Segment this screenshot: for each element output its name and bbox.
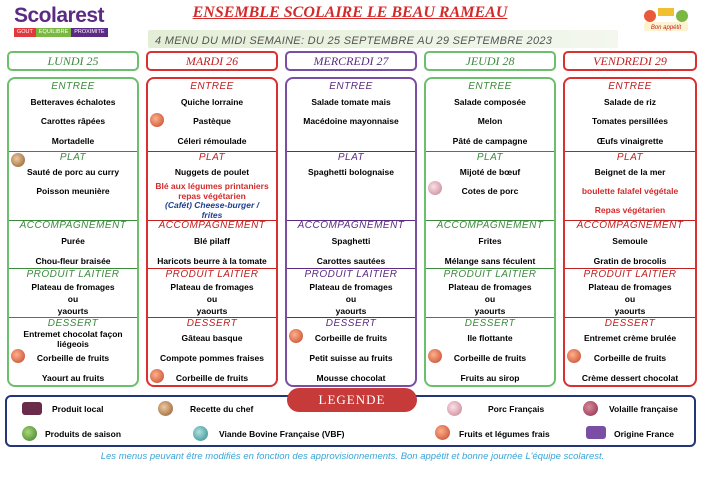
legend-title: LEGENDE (287, 388, 417, 412)
legend-pork: Porc Français (488, 404, 545, 414)
day-column-mardi (146, 77, 278, 387)
menu-item: Poisson meunière (36, 186, 110, 196)
menu-item: Sauté de porc au curry (26, 167, 120, 177)
menu-item: Salade tomate mais (311, 97, 391, 107)
menu-item: Corbeille de fruits (314, 333, 388, 343)
menu-item: Crème dessert chocolat (581, 373, 679, 383)
legend-origin: Origine France (614, 429, 674, 439)
menu-item: Salade de riz (604, 97, 656, 107)
accompagnement-label: ACCOMPAGNEMENT (576, 220, 684, 231)
menu-item: yaourts (474, 306, 506, 316)
legend-seasonal: Produits de saison (45, 429, 122, 439)
entree-label: ENTREE (468, 81, 512, 92)
entree-label: ENTREE (190, 81, 234, 92)
legend-local: Produit local (52, 404, 104, 414)
bon-appetit-logo (638, 4, 694, 34)
day-column-lundi (7, 77, 139, 387)
menu-item: Plateau de fromages (588, 282, 672, 292)
produit-laitier-label: PRODUIT LAITIER (443, 269, 537, 280)
produit-laitier-label: PRODUIT LAITIER (304, 269, 398, 280)
logo-name: Scolarest (14, 4, 105, 27)
menu-item: Gâteau basque (181, 333, 243, 343)
day-header-jeudi: JEUDI 28 (424, 51, 556, 71)
menu-item: Plateau de fromages (309, 282, 393, 292)
menu-item: Gratin de brocolis (593, 256, 667, 266)
dessert-label: DESSERT (47, 318, 99, 329)
menu-item: Corbeille de fruits (593, 353, 667, 363)
menu-item: Nuggets de poulet (174, 167, 250, 177)
plat-label: PLAT (59, 152, 87, 163)
cafet-item: (Cafét) Cheese-burger / frites (165, 200, 259, 220)
menu-item: yaourts (614, 306, 646, 316)
menu-item: Spaghetti (331, 236, 371, 246)
menu-item: Carottes râpées (40, 116, 106, 126)
menu-item: ou (624, 294, 636, 304)
menu-item: Beignet de la mer (594, 167, 666, 177)
plat-label: PLAT (616, 152, 644, 163)
menu-item: Semoule (612, 236, 648, 246)
menu-item: Salade composée (454, 97, 526, 107)
menu-item: Macédoine mayonnaise (303, 116, 399, 126)
menu-item: Œufs vinaigrette (596, 136, 664, 146)
plat-label: PLAT (476, 152, 504, 163)
day-column-vendredi (563, 77, 697, 387)
menu-item: Melon (477, 116, 503, 126)
day-header-mercredi: MERCREDI 27 (285, 51, 417, 71)
menu-item: Corbeille de fruits (453, 353, 527, 363)
menu-item: yaourts (196, 306, 228, 316)
french-beef-icon (193, 426, 208, 441)
menu-item: Tomates persillées (592, 116, 668, 126)
legend-poultry: Volaille française (609, 404, 678, 414)
menu-item: Spaghetti bolognaise (308, 167, 394, 177)
menu-item: ou (67, 294, 79, 304)
menu-item: Plateau de fromages (31, 282, 115, 292)
menu-item: Plateau de fromages (448, 282, 532, 292)
bon-appetit-text: Bon appétit (650, 25, 682, 31)
chef-recipe-icon (11, 153, 25, 167)
menu-item: Purée (61, 236, 85, 246)
plat-label: PLAT (198, 152, 226, 163)
menu-item: Céleri rémoulade (177, 136, 247, 146)
scolarest-logo (14, 5, 122, 39)
accompagnement-label: ACCOMPAGNEMENT (297, 220, 405, 231)
legend-chef: Recette du chef (190, 404, 254, 414)
page-title: ENSEMBLE SCOLAIRE LE BEAU RAMEAU (192, 4, 508, 21)
day-header-vendredi: VENDREDI 29 (563, 51, 697, 71)
logo-tagline (14, 28, 122, 37)
fruit-vegetable-icon (435, 425, 450, 440)
menu-item: Entremet crème brulée (583, 333, 677, 343)
menu-item: Blé pilaff (194, 236, 230, 246)
menu-item: Betteraves échalotes (30, 97, 116, 107)
legend-beef: Viande Bovine Française (VBF) (219, 429, 345, 439)
menu-item: Frites (478, 236, 502, 246)
menu-item: Fruits au sirop (460, 373, 520, 383)
legend-fruits: Fruits et légumes frais (459, 429, 550, 439)
menu-item: yaourts (57, 306, 89, 316)
vegetarian-item: Blé aux légumes printaniers repas végétarien (155, 181, 269, 201)
menu-item: ou (206, 294, 218, 304)
accompagnement-label: ACCOMPAGNEMENT (436, 220, 544, 231)
accompagnement-label: ACCOMPAGNEMENT (19, 220, 127, 231)
dessert-label: DESSERT (186, 318, 238, 329)
menu-item: Haricots beurre à la tomate (157, 256, 267, 266)
dessert-label: DESSERT (325, 318, 377, 329)
produit-laitier-label: PRODUIT LAITIER (26, 269, 120, 280)
footer-note: Les menus peuvant être modifiés en fonction des approvisionnements. Bon appétit et bonne journée L'équipe scolarest. (100, 451, 605, 462)
menu-item: Plateau de fromages (170, 282, 254, 292)
menu-item: Quiche lorraine (180, 97, 244, 107)
day-header-lundi: LUNDI 25 (7, 51, 139, 71)
menu-item: ou (484, 294, 496, 304)
vegetarian-label: Repas végétarien (594, 205, 666, 215)
poultry-icon (583, 401, 598, 416)
dessert-label: DESSERT (604, 318, 656, 329)
logo-tag-gout: GOUT (14, 28, 36, 37)
local-product-icon (22, 402, 42, 415)
menu-item: Carottes sautées (316, 256, 386, 266)
day-column-jeudi (424, 77, 556, 387)
menu-item: Compote pommes fraises (160, 353, 264, 363)
menu-item: Mijoté de bœuf (459, 167, 521, 177)
menu-item: Chou-fleur braisée (35, 256, 111, 266)
menu-item: Mortadelle (51, 136, 95, 146)
produit-laitier-label: PRODUIT LAITIER (583, 269, 677, 280)
menu-item: Corbeille de fruits (175, 373, 249, 383)
chef-recipe-icon (158, 401, 173, 416)
accompagnement-label: ACCOMPAGNEMENT (158, 220, 266, 231)
week-line: 4 MENU DU MIDI SEMAINE: DU 25 SEPTEMBRE AU 29 SEPTEMBRE 2023 (155, 35, 553, 47)
seasonal-product-icon (22, 426, 37, 441)
logo-tag-proximite: PROXIMITE (71, 28, 107, 37)
menu-item: Pâté de campagne (452, 136, 528, 146)
menu-item: Pastèque (193, 116, 231, 126)
menu-item: Cotes de porc (461, 186, 519, 196)
entree-label: ENTREE (51, 81, 95, 92)
day-header-mardi: MARDI 26 (146, 51, 278, 71)
menu-item: ou (345, 294, 357, 304)
dessert-label: DESSERT (464, 318, 516, 329)
day-column-mercredi (285, 77, 417, 387)
menu-item: yaourts (335, 306, 367, 316)
entree-label: ENTREE (608, 81, 652, 92)
menu-item: Yaourt au fruits (41, 373, 105, 383)
plat-label: PLAT (337, 152, 365, 163)
logo-tag-equilibre: EQUILIBRE (36, 28, 71, 37)
menu-item: Corbeille de fruits (36, 353, 110, 363)
vegetarian-item: boulette falafel végétale (581, 186, 679, 196)
menu-item: Petit suisse au fruits (309, 353, 393, 363)
entree-label: ENTREE (329, 81, 373, 92)
menu-item: Entremet chocolat façon liégeois (23, 329, 123, 349)
menu-item: Mélange sans féculent (444, 256, 536, 266)
produit-laitier-label: PRODUIT LAITIER (165, 269, 259, 280)
origin-france-icon (586, 426, 606, 439)
menu-item: Mousse chocolat (316, 373, 386, 383)
menu-item: Ile flottante (467, 333, 513, 343)
pork-icon (447, 401, 462, 416)
